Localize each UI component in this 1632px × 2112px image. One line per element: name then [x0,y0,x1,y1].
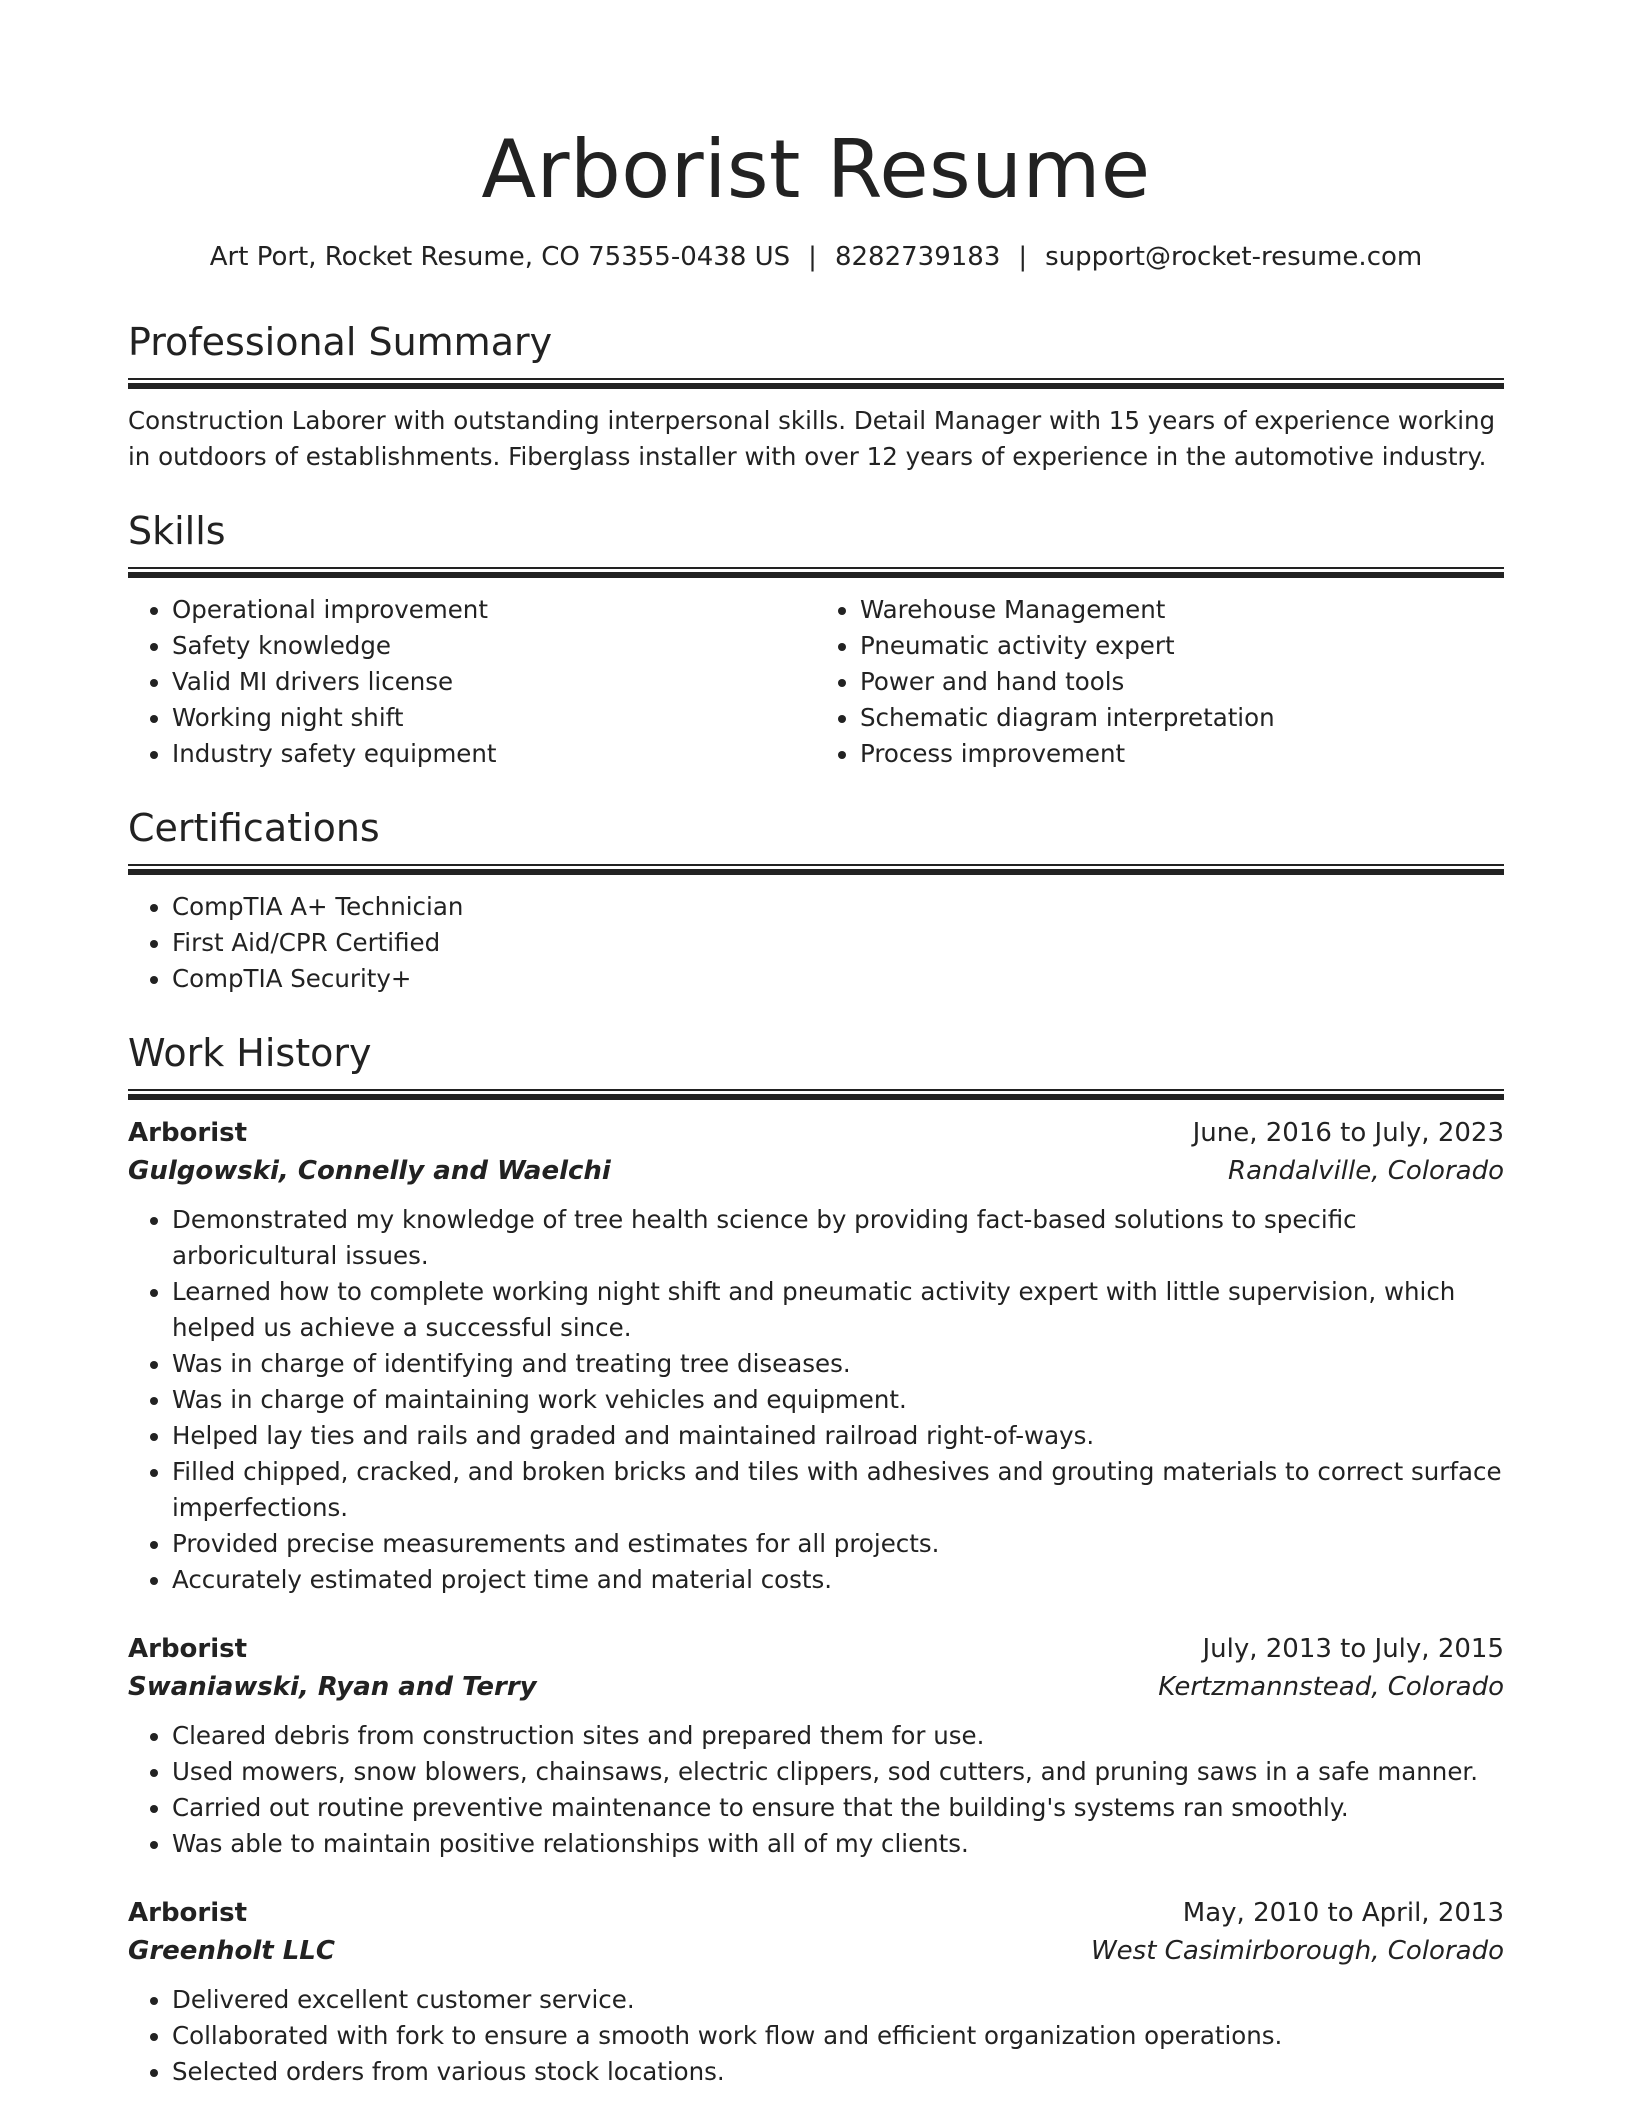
list-item: • Demonstrated my knowledge of tree health science by providing fact-based solutions to specific arboricultural issues. [172,1202,1504,1274]
list-item: • Delivered excellent customer service. [172,1982,1504,2018]
section-heading: Work History [128,1031,372,1075]
list-item: • Was able to maintain positive relationships with all of my clients. [172,1826,1504,1862]
list-item: • Schematic diagram interpretation [860,700,1504,736]
list-item: • Was in charge of maintaining work vehicles and equipment. [172,1382,1504,1418]
resume-content [128,316,1504,2090]
job-bullets [128,1718,1504,1862]
list-item: • Pneumatic activity expert [860,628,1504,664]
contact-address: Art Port, Rocket Resume, CO 75355-0438 US [209,242,791,272]
list-item: • CompTIA A+ Technician [172,889,1504,925]
resume-header [128,118,1504,276]
job-company: Swaniawski, Ryan and Terry [128,1672,537,1702]
job-header-row [128,1114,1504,1152]
skills-list-left [128,592,816,772]
summary-text: Construction Laborer with outstanding interpersonal skills. Detail Manager with 15 years of experience working in outdoors of establishments. Fiberglass installer with over 12 years of experience in the automotive industry. [128,406,1496,471]
list-item: • Industry safety equipment [172,736,816,772]
job-title: Arborist [128,1898,248,1928]
job-dates: May, 2010 to April, 2013 [1182,1898,1504,1928]
job-location: Randalville, Colorado [1228,1156,1504,1186]
list-item: • Collaborated with fork to ensure a smooth work flow and efficient organization operations. [172,2018,1504,2054]
certifications-section [128,802,1504,997]
summary-section [128,316,1504,475]
contact-phone: 8282739183 [834,242,1001,272]
job-company: Greenholt LLC [128,1936,335,1966]
job-entry [128,1630,1504,1862]
list-item: • Cleared debris from construction sites and prepared them for use. [172,1718,1504,1754]
skills-section [128,505,1504,772]
job-header-row [128,1630,1504,1668]
list-item: • Was in charge of identifying and treating tree diseases. [172,1346,1504,1382]
section-divider [128,567,1504,578]
list-item: • Filled chipped, cracked, and broken bricks and tiles with adhesives and grouting materials to correct surface imperfections. [172,1454,1504,1526]
jobs-list [128,1114,1504,2090]
section-divider [128,1089,1504,1100]
page-title: Arborist Resume [481,123,1151,216]
list-item: • Power and hand tools [860,664,1504,700]
list-item: • Learned how to complete working night shift and pneumatic activity expert with little supervision, which helped us achieve a successful since. [172,1274,1504,1346]
contact-separator: | [1018,242,1028,272]
list-item: • Helped lay ties and rails and graded and maintained railroad right-of-ways. [172,1418,1504,1454]
job-location: Kertzmannstead, Colorado [1158,1672,1504,1702]
job-dates: June, 2016 to July, 2023 [1192,1118,1504,1148]
list-item: • Provided precise measurements and estimates for all projects. [172,1526,1504,1562]
section-heading: Certifications [128,806,380,850]
skills-columns [128,592,1504,772]
list-item: • Operational improvement [172,592,816,628]
list-item: • Used mowers, snow blowers, chainsaws, electric clippers, sod cutters, and pruning saws in a safe manner. [172,1754,1504,1790]
list-item: • Accurately estimated project time and material costs. [172,1562,1504,1598]
section-heading: Professional Summary [128,320,553,364]
section-divider [128,864,1504,875]
list-item: • Working night shift [172,700,816,736]
job-entry [128,1894,1504,2090]
contact-email: support@rocket-resume.com [1045,242,1423,272]
list-item: • First Aid/CPR Certified [172,925,1504,961]
section-divider [128,378,1504,389]
job-bullets [128,1982,1504,2090]
list-item: • Safety knowledge [172,628,816,664]
job-company-row [128,1932,1504,1970]
job-title: Arborist [128,1118,248,1148]
job-company-row [128,1152,1504,1190]
skills-list-right [816,592,1504,772]
work-history-section [128,1027,1504,2090]
job-bullets [128,1202,1504,1598]
job-dates: July, 2013 to July, 2015 [1202,1634,1504,1664]
job-location: West Casimirborough, Colorado [1090,1936,1504,1966]
job-company-row [128,1668,1504,1706]
certifications-list [128,889,1504,997]
list-item: • Valid MI drivers license [172,664,816,700]
list-item: • Process improvement [860,736,1504,772]
list-item: • Carried out routine preventive maintenance to ensure that the building's systems ran smoothly. [172,1790,1504,1826]
contact-line [128,238,1504,276]
section-heading: Skills [128,509,226,553]
job-title: Arborist [128,1634,248,1664]
list-item: • CompTIA Security+ [172,961,1504,997]
list-item: • Selected orders from various stock locations. [172,2054,1504,2090]
job-company: Gulgowski, Connelly and Waelchi [128,1156,611,1186]
job-header-row [128,1894,1504,1932]
job-entry [128,1114,1504,1598]
contact-separator: | [808,242,817,272]
list-item: • Warehouse Management [860,592,1504,628]
